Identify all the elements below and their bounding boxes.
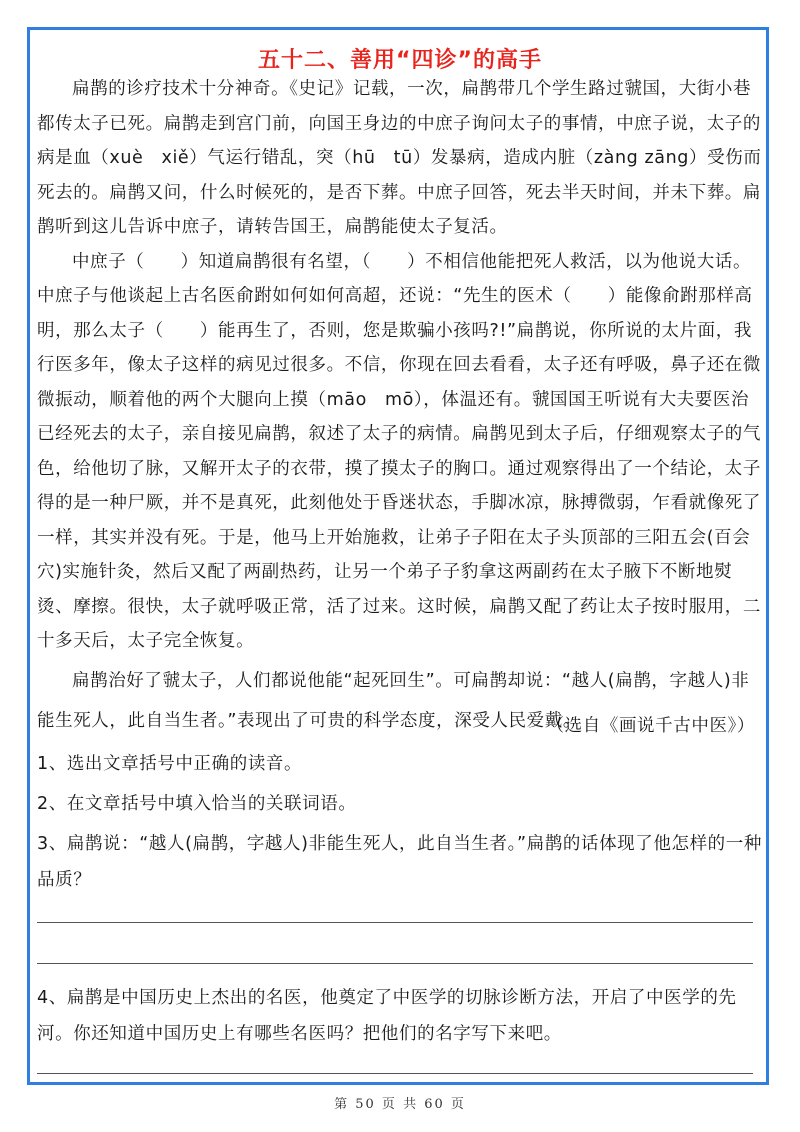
passage-paragraph-3: 扁鹊治好了虢太子，人们都说他能“起死回生”。可扁鹊却说：“越人(扁鹊，字越人)非能生死人，此自当生者。”表现出了可贵的科学态度，深受人民爱戴。 (37, 670, 750, 731)
answer-line-q3-1[interactable] (37, 922, 753, 923)
reading-passage (37, 72, 765, 741)
passage-paragraph-1: 扁鹊的诊疗技术十分神奇。《史记》记载，一次，扁鹊带几个学生路过虢国，大街小巷都传太子已死。扁鹊走到宫门前，向国王身边的中庶子询问太子的事情，中庶子说，太子的病是血（xuè xiě）气运行错乱，突（hū tū）发暴病，造成内脏（zàng zāng）受伤而死去的。扁鹊又问，什么时候死的，是否下葬。中庶子回答，死去半天时间，并未下葬。扁鹊听到这儿告诉中庶子，请转告国王，扁鹊能使太子复活。 (37, 79, 762, 237)
question-1: 1、选出文章括号中正确的读音。 (37, 754, 303, 774)
page-title: 五十二、善用“四诊”的高手 (258, 48, 542, 73)
source-citation: （选自《画说千古中医》） (546, 716, 755, 736)
answer-line-q3-2[interactable] (37, 963, 753, 964)
question-2: 2、在文章括号中填入恰当的关联词语。 (37, 794, 357, 814)
answer-line-q4[interactable] (37, 1073, 753, 1074)
question-4: 4、扁鹊是中国历史上杰出的名医，他奠定了中医学的切脉诊断方法，开启了中医学的先河。你还知道中国历史上有哪些名医吗？把他们的名字写下来吧。 (37, 988, 737, 1044)
passage-paragraph-2: 中庶子（ ）知道扁鹊很有名望，（ ）不相信他能把死人救活，以为他说大话。中庶子与他谈起上古名医俞跗如何如何高超，还说：“先生的医术（ ）能像俞跗那样高明，那么太子（ ）能再生了，否则，您是欺骗小孩吗?!”扁鹊说，你所说的太片面，我行医多年，像太子这样的病见过很多。不信，你现在回去看看，太子还有呼吸，鼻子还在微微振动，顺着他的两个大腿向上摸（māo mō），体温还有。虢国国王听说有大夫要医治已经死去的太子，亲自接见扁鹊，叙述了太子的病情。扁鹊见到太子后，仔细观察太子的气色，给他切了脉，又解开太子的衣带，摸了摸太子的胸口。通过观察得出了一个结论，太子得的是一种尸厥，并不是真死，此刻他处于昏迷状态，手脚冰凉，脉搏微弱，乍看就像死了一样，其实并没有死。于是，他马上开始施救，让弟子子阳在太子头顶部的三阳五会(百会穴)实施针灸，然后又配了两副热药，让另一个弟子子豹拿这两副药在太子腋下不断地熨烫、摩擦。很快，太子就呼吸正常，活了过来。这时候，扁鹊又配了药让太子按时服用，二十多天后，太子完全恢复。 (37, 251, 761, 651)
page-number: 第 50 页 共 60 页 (334, 1097, 466, 1112)
question-3: 3、扁鹊说：“越人(扁鹊，字越人)非能生死人，此自当生者。”扁鹊的话体现了他怎样的一种品质？ (37, 834, 762, 890)
